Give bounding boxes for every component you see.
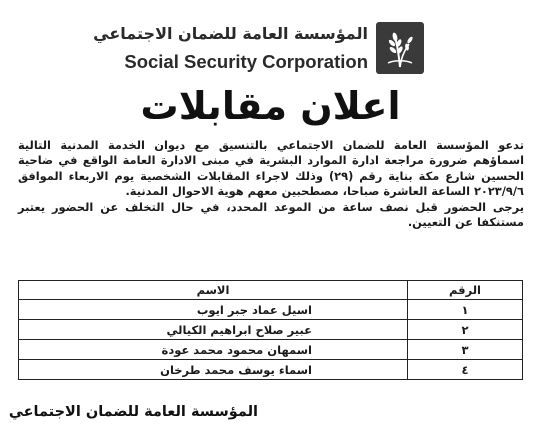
candidate-name: اسماء يوسف محمد طرخان [19, 360, 408, 380]
row-number: ٤ [408, 360, 523, 380]
candidate-name: عبير صلاح ابراهيم الكيالي [19, 320, 408, 340]
table-header-row [19, 281, 523, 300]
organization-name-arabic: المؤسسة العامة للضمان الاجتماعي [93, 24, 368, 43]
candidate-name: اسيل عماد جبر ايوب [19, 300, 408, 320]
row-number: ٣ [408, 340, 523, 360]
row-number: ٢ [408, 320, 523, 340]
notice-paragraph: يرجى الحضور قبل نصف ساعة من الموعد المحدد، في حال التخلف عن الحضور يعتبر مستنكفا عن التعيين. [18, 199, 524, 230]
candidates-table [18, 280, 523, 380]
table-row [19, 340, 523, 360]
column-header-number: الرقم [408, 281, 523, 300]
row-number: ١ [408, 300, 523, 320]
notice-paragraph: تدعو المؤسسة العامة للضمان الاجتماعي بالتنسيق مع ديوان الخدمة المدنية التالية اسماؤهم ضرورة مراجعة ادارة الموارد البشرية في مبنى الادارة العامة الواقع في ضاحية الحسين شارع مكة بناية رقم (٢٩) وذلك لاجراء المقابلات الشخصية يوم الاربعاء الموافق ٢٠٢٣/٩/٦ الساعة العاشرة صباحا، مصطحبين معهم هوية الاحوال المدنية. [18, 138, 524, 199]
wheat-icon [382, 27, 418, 69]
signature-block [8, 404, 258, 420]
signature-text: المؤسسة العامة للضمان الاجتماعي [8, 404, 258, 420]
notice-body [18, 138, 524, 230]
candidate-name: اسمهان محمود محمد عودة [19, 340, 408, 360]
notice-title: اعلان مقابلات [140, 84, 401, 128]
table-row [19, 320, 523, 340]
table-row [19, 360, 523, 380]
table-row [19, 300, 523, 320]
column-header-name: الاسم [19, 281, 408, 300]
organization-name-english: Social Security Corporation [124, 51, 368, 72]
organization-logo [376, 22, 424, 74]
